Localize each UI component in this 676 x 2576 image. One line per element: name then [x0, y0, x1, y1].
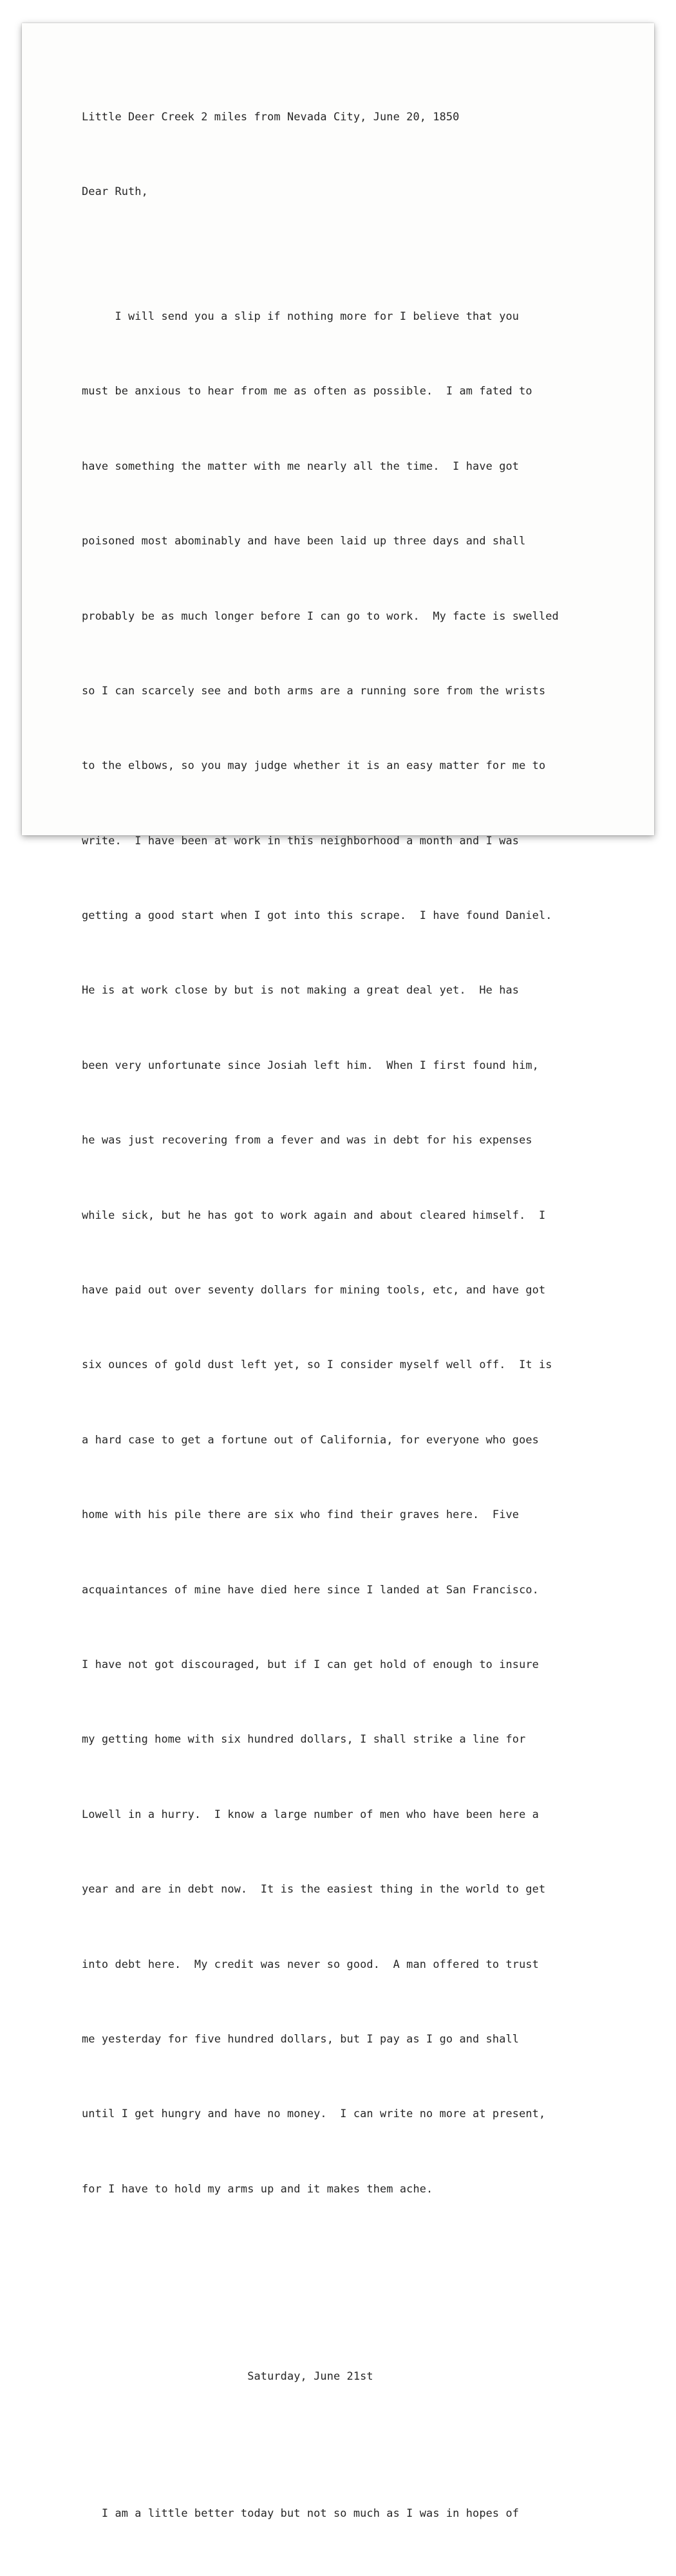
body-line: until I get hungry and have no money. I can write no more at present,	[82, 2107, 546, 2120]
body-line: He is at work close by but is not making a great deal yet. He has	[82, 983, 520, 997]
body-line: Lowell in a hurry. I know a large number of men who have been here a	[82, 1807, 539, 1821]
postscript-first-line: I am a little better today but not so much as I was in hopes of	[82, 2507, 520, 2520]
body-line: have something the matter with me nearly all the time. I have got	[82, 459, 520, 472]
body-line: my getting home with six hundred dollars, I shall strike a line for	[82, 1732, 526, 1746]
letter-body	[82, 254, 642, 2251]
body-line: getting a good start when I got into this scrape. I have found Daniel.	[82, 909, 552, 922]
body-line: six ounces of gold dust left yet, so I consider myself well off. It is	[82, 1358, 552, 1371]
section-gap	[82, 2301, 642, 2314]
typewritten-letter	[82, 54, 642, 2576]
letter-salutation: Dear Ruth,	[82, 184, 148, 198]
section-gap	[82, 2438, 642, 2451]
body-line: a hard case to get a fortune out of California, for everyone who goes	[82, 1432, 539, 1446]
body-line: I have not got discouraged, but if I can get hold of enough to insure	[82, 1658, 539, 1671]
body-line: have paid out over seventy dollars for mining tools, etc, and have got	[82, 1283, 546, 1297]
body-line: been very unfortunate since Josiah left him. When I first found him,	[82, 1058, 539, 1071]
body-line: write. I have been at work in this neighborhood a month and I was	[82, 833, 520, 847]
body-line: he was just recovering from a fever and was in debt for his expenses	[82, 1133, 532, 1147]
body-line: into debt here. My credit was never so good. A man offered to trust	[82, 1957, 539, 1970]
body-line: for I have to hold my arms up and it makes them ache.	[82, 2182, 433, 2195]
postscript-date: Saturday, June 21st	[82, 2369, 373, 2382]
body-line: I will send you a slip if nothing more for I believe that you	[82, 309, 520, 322]
body-line: home with his pile there are six who find their graves here. Five	[82, 1508, 520, 1521]
letter-heading: Little Deer Creek 2 miles from Nevada City, June 20, 1850	[82, 109, 460, 123]
body-line: me yesterday for five hundred dollars, but I pay as I go and shall	[82, 2032, 520, 2045]
body-line: so I can scarcely see and both arms are a running sore from the wrists	[82, 683, 546, 697]
body-line: while sick, but he has got to work again and about cleared himself. I	[82, 1208, 546, 1221]
body-line: to the elbows, so you may judge whether it is an easy matter for me to	[82, 759, 546, 772]
body-line: must be anxious to hear from me as often as possible. I am fated to	[82, 384, 532, 398]
body-line: acquaintances of mine have died here since I landed at San Francisco.	[82, 1582, 539, 1596]
body-line: year and are in debt now. It is the easiest thing in the world to get	[82, 1882, 546, 1896]
body-line: poisoned most abominably and have been laid up three days and shall	[82, 534, 526, 548]
body-line: probably be as much longer before I can go to work. My facte is swelled	[82, 609, 559, 622]
letter-page	[22, 23, 654, 2520]
